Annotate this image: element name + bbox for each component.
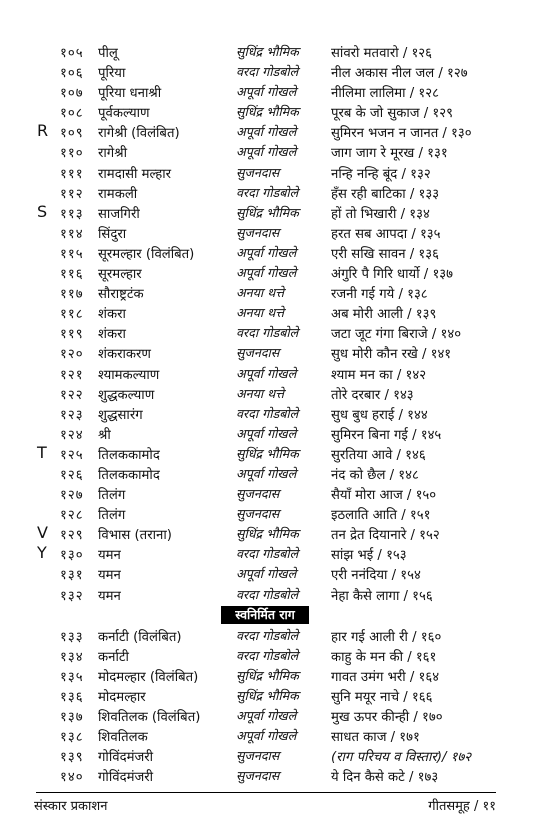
song-title-page: सांझ भई / १५३: [331, 548, 407, 564]
artist-name: सुजनदास: [236, 486, 280, 502]
artist-name: अपूर्वा गोखले: [236, 244, 297, 260]
entry-number: १२०: [60, 347, 84, 363]
entry-number: १३७: [60, 710, 84, 725]
index-entry: [0, 263, 533, 283]
index-entry: [0, 464, 533, 484]
artist-name: वरदा गोडबोले: [236, 546, 299, 562]
entry-number: १२१: [60, 367, 84, 383]
artist-name: अपूर्वा गोखले: [236, 84, 297, 100]
raga-name: रागेश्री: [98, 146, 127, 162]
entry-number: १४०: [60, 770, 84, 786]
raga-name: शंकरा: [98, 327, 126, 343]
raga-name: सूरमल्हार (विलंबित): [98, 246, 195, 262]
entry-number: ११९: [60, 327, 84, 343]
index-entry: [0, 585, 533, 605]
raga-name: रागेश्री (विलंबित): [98, 126, 180, 142]
entry-number: ११८: [60, 307, 84, 323]
index-entry: [0, 163, 533, 183]
song-title-page: सुध मोरी कौन रखे / १४१: [331, 347, 452, 363]
song-title-page: सुनि मयूर नाचे / १६६: [331, 689, 433, 705]
song-title-page: जटा जूट गंगा बिराजे / १४०: [331, 327, 462, 343]
song-title-page: साधत काज / १७१: [331, 730, 420, 746]
raga-name: यमन: [98, 588, 121, 604]
artist-name: सुजनदास: [236, 164, 280, 180]
entry-number: १०९: [60, 126, 84, 142]
artist-name: अपूर्वा गोखले: [236, 365, 297, 381]
artist-name: सुधिंद्र भौमिक: [236, 667, 299, 683]
index-list: [0, 42, 533, 786]
entry-number: १२६: [60, 467, 84, 483]
entry-number: १२२: [60, 387, 84, 403]
entry-number: १३१: [60, 568, 84, 584]
entry-number: ११३: [60, 206, 84, 222]
index-entry: [0, 444, 533, 464]
song-title-page: सुध बुध हराई / १४४: [331, 407, 428, 423]
song-title-page: एरी सखि सावन / १३६: [331, 246, 439, 262]
alpha-marker: R: [37, 121, 49, 141]
entry-number: ११४: [60, 226, 84, 242]
entry-number: १२८: [60, 508, 84, 524]
song-title-page: ये दिन कैसे कटे / १७३: [331, 770, 439, 786]
artist-name: अनया थत्ते: [236, 385, 284, 401]
raga-name: यमन: [98, 548, 121, 564]
footer-rule: [36, 792, 496, 793]
entry-number: १२५: [60, 447, 84, 463]
song-title-page: सैयाँ मोरा आज / १५०: [331, 488, 437, 504]
song-title-page: एरी ननंदिया / १५४: [331, 568, 421, 584]
artist-name: अपूर्वा गोखले: [236, 566, 297, 582]
entry-number: ११५: [60, 246, 84, 262]
entry-number: १२४: [60, 427, 84, 443]
section-header: [0, 605, 533, 626]
raga-name: गोविंदमंजरी: [98, 770, 154, 786]
index-entry: [0, 323, 533, 343]
entry-number: १११: [60, 166, 84, 182]
index-entry: [0, 686, 533, 706]
raga-name: तिलंग: [98, 488, 126, 504]
artist-name: सुधिंद्र भौमिक: [236, 687, 299, 703]
artist-name: सुधिंद्र भौमिक: [236, 526, 299, 542]
song-title-page: नंद को छैल / १४८: [331, 467, 419, 483]
entry-number: ११०: [60, 146, 84, 162]
song-title-page: नेहा कैसे लागा / १५६: [331, 588, 433, 604]
artist-name: अपूर्वा गोखले: [236, 465, 297, 481]
raga-name: सौराष्ट्रटंक: [98, 287, 144, 303]
song-title-page: सांवरो मतवारो / १२६: [331, 46, 433, 61]
entry-number: १३९: [60, 750, 84, 766]
song-title-page: (राग परिचय व विस्तार)/ १७२: [331, 750, 472, 766]
index-entry: [0, 746, 533, 766]
index-entry: [0, 102, 533, 122]
artist-name: अनया थत्ते: [236, 305, 284, 321]
song-title-page: मुख ऊपर कीन्ही / १७०: [331, 710, 443, 725]
index-entry: [0, 283, 533, 303]
index-entry: [0, 646, 533, 666]
entry-number: ११६: [60, 267, 84, 283]
artist-name: वरदा गोडबोले: [236, 647, 299, 663]
song-title-page: अंगुरि पै गिरि धार्यो / १३७: [331, 267, 454, 283]
artist-name: सुधिंद्र भौमिक: [236, 204, 299, 220]
song-title-page: तोरे दरबार / १४३: [331, 387, 414, 403]
index-entry: [0, 524, 533, 544]
artist-name: सुधिंद्र भौमिक: [236, 445, 299, 461]
section-banner: स्वनिर्मित राग: [221, 606, 309, 624]
raga-name: तिलंग: [98, 508, 126, 524]
artist-name: अपूर्वा गोखले: [236, 728, 297, 744]
entry-number: १०७: [60, 86, 84, 102]
raga-name: शिवतिलक: [98, 730, 148, 746]
entry-number: १३४: [60, 649, 84, 665]
index-entry: [0, 364, 533, 384]
song-title-page: हरत सब आपदा / १३५: [331, 226, 441, 242]
song-title-page: अब मोरी आली / १३९: [331, 307, 437, 323]
artist-name: वरदा गोडबोले: [236, 405, 299, 421]
index-entry: [0, 544, 533, 564]
song-title-page: सुमिरन भजन न जानत / १३०: [331, 126, 472, 142]
artist-name: सुजनदास: [236, 748, 280, 764]
song-title-page: नील अकास नील जल / १२७: [331, 66, 468, 82]
entry-number: १२७: [60, 488, 84, 504]
raga-name: मोदमल्हार: [98, 689, 146, 705]
artist-name: सुजनदास: [236, 345, 280, 361]
artist-name: अपूर्वा गोखले: [236, 144, 297, 160]
artist-name: अपूर्वा गोखले: [236, 708, 297, 723]
raga-name: रामदासी मल्हार: [98, 166, 172, 182]
entry-number: १२९: [60, 528, 84, 544]
raga-name: श्री: [98, 427, 111, 443]
index-entry: [0, 142, 533, 162]
raga-name: शंकराकरण: [98, 347, 151, 363]
alpha-marker: V: [37, 523, 48, 543]
raga-name: रामकली: [98, 186, 138, 202]
index-entry: [0, 243, 533, 263]
index-entry: [0, 42, 533, 62]
raga-name: गोविंदमंजरी: [98, 750, 154, 766]
artist-name: वरदा गोडबोले: [236, 184, 299, 200]
raga-name: तिलककामोद: [98, 467, 160, 483]
footer-publisher: संस्कार प्रकाशन: [34, 799, 108, 814]
entry-number: १२३: [60, 407, 84, 423]
index-entry: [0, 726, 533, 746]
raga-name: शंकरा: [98, 307, 126, 323]
index-entry: [0, 303, 533, 323]
index-entry: [0, 484, 533, 504]
raga-name: पूरिया: [98, 66, 126, 82]
entry-number: १३५: [60, 669, 84, 685]
raga-name: श्यामकल्याण: [98, 367, 160, 383]
raga-name: सूरमल्हार: [98, 267, 142, 283]
index-entry: [0, 203, 533, 223]
raga-name: सिंदुरा: [98, 226, 127, 242]
entry-number: १३६: [60, 689, 84, 705]
raga-name: पूरिया धनाश्री: [98, 86, 162, 102]
index-entry: [0, 223, 533, 243]
artist-name: अपूर्वा गोखले: [236, 425, 297, 441]
alpha-marker: Y: [37, 543, 47, 563]
artist-name: सुजनदास: [236, 506, 280, 522]
index-entry: [0, 706, 533, 726]
index-entry: [0, 62, 533, 82]
entry-number: १३०: [60, 548, 84, 564]
raga-name: शिवतिलक (विलंबित): [98, 710, 201, 725]
song-title-page: सुमिरन बिना गई / १४५: [331, 427, 442, 443]
artist-name: अपूर्वा गोखले: [236, 265, 297, 281]
index-entry: [0, 666, 533, 686]
raga-name: साजगिरी: [98, 206, 140, 222]
artist-name: वरदा गोडबोले: [236, 627, 299, 643]
raga-name: कर्नाटी: [98, 649, 129, 665]
entry-number: १३३: [60, 629, 84, 645]
song-title-page: काहु के मन की / १६१: [331, 649, 437, 665]
song-title-page: हों तो भिखारी / १३४: [331, 206, 430, 222]
index-entry: [0, 343, 533, 363]
raga-name: मोदमल्हार (विलंबित): [98, 669, 199, 685]
entry-number: १०५: [60, 46, 84, 61]
song-title-page: हार गई आली री / १६०: [331, 629, 442, 645]
raga-name: पूर्वकल्याण: [98, 106, 150, 122]
entry-number: ११२: [60, 186, 84, 202]
index-entry: [0, 424, 533, 444]
artist-name: सुजनदास: [236, 768, 280, 784]
footer-page-number: गीतसमूह / ११: [428, 799, 496, 814]
index-entry: [0, 82, 533, 102]
artist-name: वरदा गोडबोले: [236, 325, 299, 341]
alpha-marker: S: [37, 201, 48, 221]
index-entry: [0, 766, 533, 786]
entry-number: ११७: [60, 287, 84, 303]
alpha-marker: T: [37, 442, 47, 462]
song-title-page: जाग जाग रे मूरख / १३१: [331, 146, 448, 162]
index-entry: [0, 384, 533, 404]
raga-name: शुद्धकल्याण: [98, 387, 155, 403]
entry-number: १०६: [60, 66, 84, 82]
raga-name: कर्नाटी (विलंबित): [98, 629, 182, 645]
artist-name: अनया थत्ते: [236, 285, 284, 301]
index-entry: [0, 404, 533, 424]
song-title-page: सुरतिया आवे / १४६: [331, 447, 426, 463]
song-title-page: तन द्रेत दियानारे / १५२: [331, 528, 440, 544]
artist-name: सुजनदास: [236, 224, 280, 240]
song-title-page: नन्हि नन्हि बूंद / १३२: [331, 166, 431, 182]
artist-name: वरदा गोडबोले: [236, 586, 299, 602]
index-entry: [0, 504, 533, 524]
song-title-page: नीलिमा लालिमा / १२८: [331, 86, 439, 102]
raga-name: तिलककामोद: [98, 447, 160, 463]
song-title-page: रजनी गई गये / १३८: [331, 287, 428, 303]
artist-name: वरदा गोडबोले: [236, 64, 299, 80]
raga-name: पीलू: [98, 46, 118, 61]
index-entry: [0, 564, 533, 584]
song-title-page: हँस रही बाटिका / १३३: [331, 186, 440, 202]
artist-name: सुधिंद्र भौमिक: [236, 104, 299, 120]
song-title-page: इठलाति आति / १५१: [331, 508, 431, 524]
index-entry: [0, 183, 533, 203]
artist-name: सुधिंद्र भौमिक: [236, 44, 299, 59]
raga-name: यमन: [98, 568, 121, 584]
entry-number: १३२: [60, 588, 84, 604]
raga-name: शुद्धसारंग: [98, 407, 143, 423]
song-title-page: श्याम मन का / १४२: [331, 367, 427, 383]
entry-number: १०८: [60, 106, 84, 122]
index-entry: [0, 122, 533, 142]
entry-number: १३८: [60, 730, 84, 746]
index-entry: [0, 626, 533, 646]
artist-name: अपूर्वा गोखले: [236, 124, 297, 140]
raga-name: विभास (तराना): [98, 528, 172, 544]
song-title-page: गावत उमंग भरी / १६४: [331, 669, 440, 685]
song-title-page: पूरब के जो सुकाज / १२९: [331, 106, 453, 122]
